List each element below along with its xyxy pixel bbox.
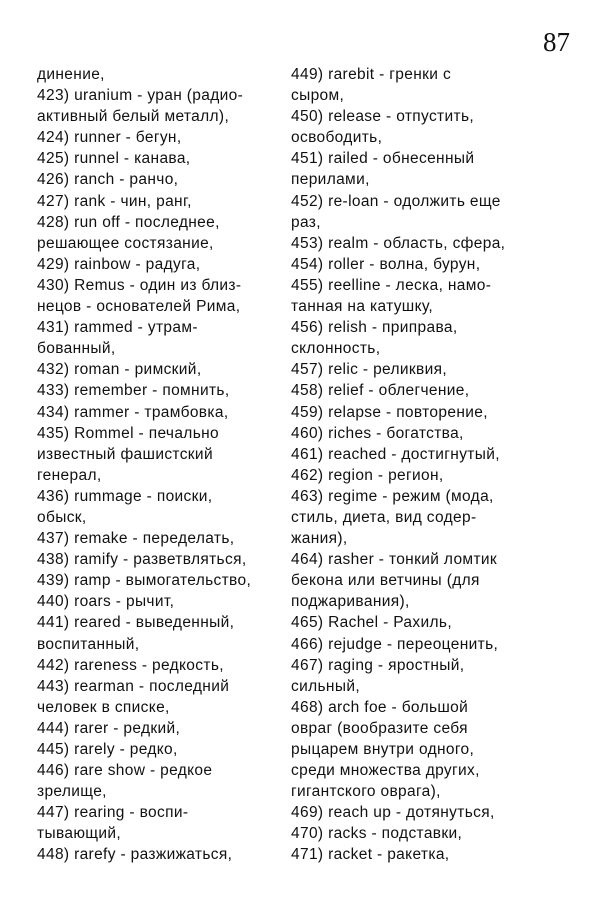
left-column-line: 431) rammed - утрам- bbox=[37, 319, 198, 337]
right-column-line: жания), bbox=[291, 530, 348, 548]
left-column-line: человек в списке, bbox=[37, 698, 170, 716]
left-column-line: воспитанный, bbox=[37, 635, 140, 653]
left-column-line: 433) remember - помнить, bbox=[37, 382, 230, 400]
right-column-line: рыцарем внутри одного, bbox=[291, 741, 475, 758]
right-column-line: 461) reached - достигнутый, bbox=[291, 445, 500, 463]
left-column-line: 430) Remus - один из близ- bbox=[37, 276, 242, 294]
right-column-line: 456) relish - приправа, bbox=[291, 319, 458, 337]
right-column-line: 454) roller - волна, бурун, bbox=[291, 255, 481, 273]
left-column-line: 428) run off - последнее, bbox=[37, 213, 220, 231]
left-column-line: динение, bbox=[37, 66, 105, 83]
right-column-line: раз, bbox=[291, 213, 321, 231]
left-column-line: 429) rainbow - радуга, bbox=[37, 255, 201, 273]
right-column-line: стиль, диета, вид содер- bbox=[291, 508, 477, 526]
right-column-line: 462) region - регион, bbox=[291, 466, 444, 484]
right-column-line: сыром, bbox=[291, 87, 345, 105]
right-column-line: склонность, bbox=[291, 340, 381, 358]
left-column-line: генерал, bbox=[37, 466, 102, 484]
right-column-line: бекона или ветчины (для bbox=[291, 572, 480, 590]
left-column-line: 425) runnel - канава, bbox=[37, 150, 191, 168]
right-column-line: 459) relapse - повторение, bbox=[291, 403, 488, 421]
right-column-line: 468) arch foe - большой bbox=[291, 698, 469, 716]
right-column-line: 449) rarebit - гренки с bbox=[291, 66, 452, 83]
left-column-line: 436) rummage - поиски, bbox=[37, 487, 213, 505]
left-column-line: 435) Rommel - печально bbox=[37, 424, 219, 442]
left-column-line: 442) rareness - редкость, bbox=[37, 656, 224, 674]
right-column-line: 464) rasher - тонкий ломтик bbox=[291, 551, 498, 569]
right-column-line: перилами, bbox=[291, 171, 370, 189]
right-column-line: 450) release - отпустить, bbox=[291, 108, 475, 126]
page-number: 87 bbox=[543, 27, 570, 57]
right-column-line: 469) reach up - дотянуться, bbox=[291, 804, 495, 822]
left-column-line: 432) roman - римский, bbox=[37, 361, 202, 379]
right-column bbox=[291, 64, 571, 866]
left-column-line: решающее состязание, bbox=[37, 234, 214, 252]
right-column-line: танная на катушку, bbox=[291, 298, 434, 316]
left-column-line: 424) runner - бегун, bbox=[37, 129, 182, 147]
right-column-line: 451) railed - обнесенный bbox=[291, 150, 475, 168]
left-column-line: 446) rare show - редкое bbox=[37, 762, 213, 780]
left-column-line: 434) rammer - трамбовка, bbox=[37, 403, 229, 421]
left-column-line: нецов - основателей Рима, bbox=[37, 298, 241, 316]
right-column-line: сильный, bbox=[291, 677, 360, 695]
right-column-line: 455) reelline - леска, намо- bbox=[291, 276, 492, 294]
right-column-line: 465) Rachel - Рахиль, bbox=[291, 614, 452, 632]
right-column-line: 470) racks - подставки, bbox=[291, 825, 463, 843]
left-column-line: обыск, bbox=[37, 508, 87, 526]
left-column-line: 427) rank - чин, ранг, bbox=[37, 192, 192, 210]
left-column-line: 423) uranium - уран (радио- bbox=[37, 87, 244, 105]
left-column-line: активный белый металл), bbox=[37, 108, 230, 126]
left-column-line: 426) ranch - ранчо, bbox=[37, 171, 179, 189]
right-column-line: 453) realm - область, сфера, bbox=[291, 234, 506, 252]
right-column-line: 458) relief - облегчение, bbox=[291, 382, 470, 400]
left-column-line: 439) ramp - вымогательство, bbox=[37, 572, 252, 590]
right-column-line: 471) racket - ракетка, bbox=[291, 846, 450, 864]
left-column bbox=[37, 64, 282, 866]
right-column-line: 466) rejudge - переоценить, bbox=[291, 635, 499, 653]
right-column-line: 457) relic - реликвия, bbox=[291, 361, 448, 379]
right-column-line: среди множества других, bbox=[291, 762, 480, 780]
right-column-line: 463) regime - режим (мода, bbox=[291, 487, 494, 505]
left-column-line: 448) rarefy - разжижаться, bbox=[37, 846, 233, 864]
left-column-line: 443) rearman - последний bbox=[37, 677, 230, 695]
left-column-line: зрелище, bbox=[37, 783, 107, 801]
right-column-line: овраг (вообразите себя bbox=[291, 719, 468, 737]
left-column-line: бованный, bbox=[37, 340, 116, 358]
right-column-line: гигантского оврага), bbox=[291, 783, 441, 801]
right-column-line: 467) raging - яростный, bbox=[291, 656, 465, 674]
left-column-line: известный фашистский bbox=[37, 445, 213, 463]
left-column-line: 440) roars - рычит, bbox=[37, 593, 175, 611]
right-column-line: поджаривания), bbox=[291, 593, 410, 611]
left-column-line: 444) rarer - редкий, bbox=[37, 719, 181, 737]
left-column-line: тывающий, bbox=[37, 825, 122, 843]
left-column-line: 437) remake - переделать, bbox=[37, 530, 235, 548]
left-column-line: 441) reared - выведенный, bbox=[37, 614, 235, 632]
left-column-line: 445) rarely - редко, bbox=[37, 741, 178, 758]
left-column-line: 438) ramify - разветвляться, bbox=[37, 551, 247, 569]
left-column-line: 447) rearing - воспи- bbox=[37, 804, 189, 822]
right-column-line: освободить, bbox=[291, 129, 383, 147]
right-column-line: 460) riches - богатства, bbox=[291, 424, 464, 442]
right-column-line: 452) re-loan - одолжить еще bbox=[291, 192, 501, 210]
